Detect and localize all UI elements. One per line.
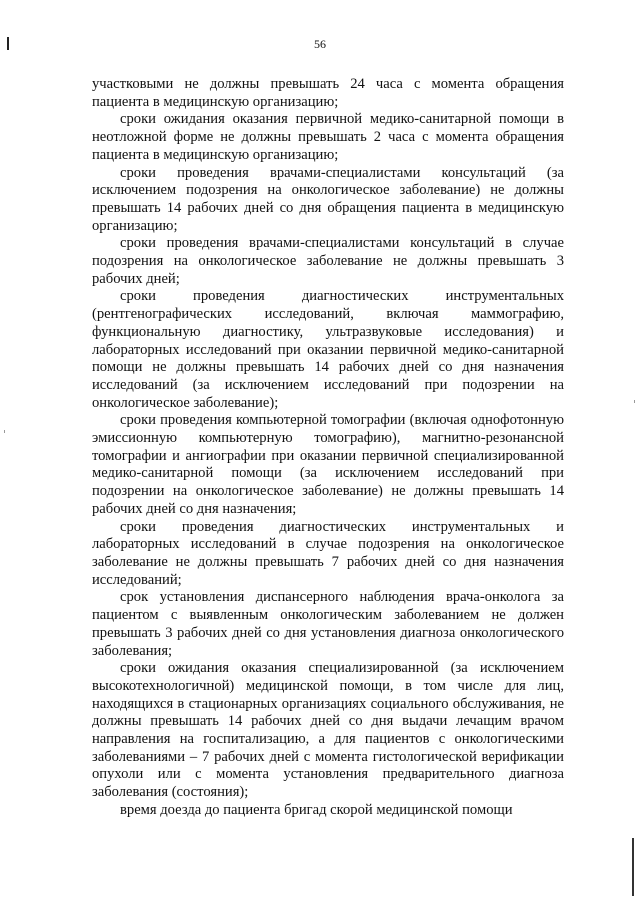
paragraph: сроки проведения врачами-специалистами консультаций в случае подозрения на онкологическое заболевание не должны превышать 3 рабочих дней;: [92, 235, 564, 287]
page-number: 56: [314, 37, 326, 51]
paragraph: сроки проведения компьютерной томографии (включая однофотонную эмиссионную компьютерную томографию), магнитно-резонансной томографии и ангиографии при оказании первичной специализированной медико-санитарной помощи (за исключением исследований при подозрении на онкологическое заболевание) не должны превышать 14 рабочих дней со дня назначения;: [92, 412, 564, 517]
scan-speck: [4, 430, 5, 433]
paragraph: сроки проведения диагностических инструментальных и лабораторных исследований в случае подозрения на онкологическое заболевание не должны превышать 7 рабочих дней со дня назначения исследований;: [92, 518, 564, 588]
paragraph: сроки проведения диагностических инструментальных (рентгенографических исследований, включая маммографию, функциональную диагностику, ультразвуковые исследования) и лабораторных исследований при оказании первичной медико-санитарной помощи не должны превышать 14 рабочих дней со дня назначения исследований (за исключением исследований при подозрении на онкологическое заболевание);: [92, 288, 564, 411]
paragraph: время доезда до пациента бригад скорой медицинской помощи: [120, 801, 513, 818]
document-body: [92, 76, 564, 820]
scan-margin-mark: [632, 838, 634, 896]
paragraph: сроки ожидания оказания специализированной (за исключением высокотехнологичной) медицинской помощи, в том числе для лиц, находящихся в стационарных организациях социального обслуживания, не должны превышать 14 рабочих дней со дня выдачи лечащим врачом направления на госпитализацию, а для пациентов с онкологическими заболеваниями – 7 рабочих дней с момента гистологической верификации опухоли или с момента установления предварительного диагноза заболевания (состояния);: [92, 660, 564, 801]
scan-speck: [634, 400, 635, 403]
paragraph: участковыми не должны превышать 24 часа с момента обращения пациента в медицинскую организацию;: [92, 76, 564, 110]
paragraph: сроки ожидания оказания первичной медико-санитарной помощи в неотложной форме не должны превышать 2 часа с момента обращения пациента в медицинскую организацию;: [92, 111, 564, 163]
paragraph: сроки проведения врачами-специалистами консультаций (за исключением подозрения на онкологическое заболевание) не должны превышать 14 рабочих дней со дня обращения пациента в медицинскую организацию;: [92, 164, 564, 234]
paragraph: срок установления диспансерного наблюдения врача-онколога за пациентом с выявленным онкологическим заболеванием не должен превышать 3 рабочих дней со дня установления диагноза онкологического заболевания;: [92, 589, 564, 659]
